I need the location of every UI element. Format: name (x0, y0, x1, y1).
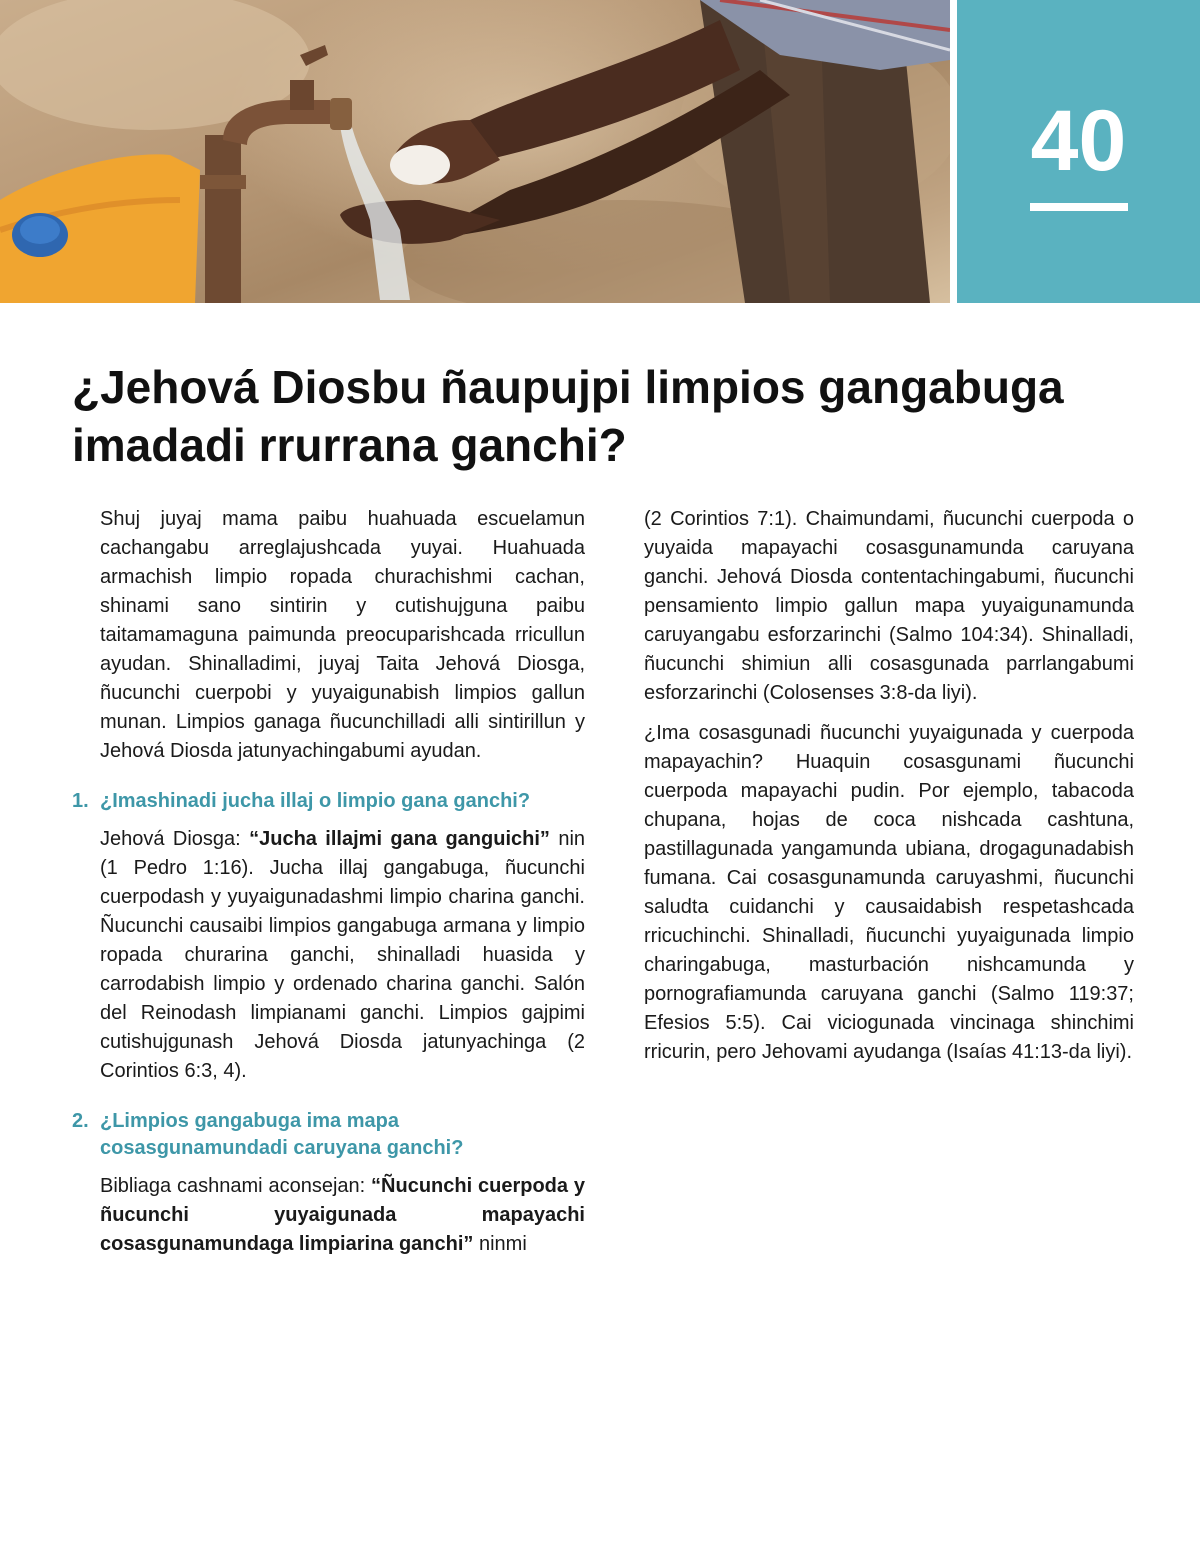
chapter-number-underline (1030, 203, 1128, 211)
section-2-paragraph-continued: (2 Corintios 7:1). Chaimundami, ñucunchi cuerpoda o yuyaida mapayachi cosasgunamunda caruyana ganchi. Jehová Diosda contentachingabumi, ñucunchi pensamiento limpio gallun mapa yuyaigunamunda caruyangabu esforzarinchi (Salmo 104:34). Shinalladi, ñucunchi shimiun alli cosasgunada parrlangabumi esforzarinchi (Colosenses 3:8-da liyi). (644, 508, 1134, 704)
section-1-body: nin (1 Pedro 1:16). Jucha illaj gangabuga, ñucunchi cuerpodash y yuyaigunadashmi limpio charina ganchi. Ñucunchi causaibi limpios gangabuga armana y limpio ropada churarina ganchi, shinalladi huasida y carrodabish limpio y ordenado charina ganchi. Salón del Reinodash limpianami ganchi. Limpios gajpimi cutishujgunash Jehová Diosda jatunyachinga (2 Corintios 6:3, 4). (100, 828, 586, 1082)
left-column (72, 505, 585, 1270)
section-1-heading (72, 788, 585, 815)
section-2-heading-text: ¿Limpios gangabuga ima mapa cosasgunamundadi caruyana ganchi? (100, 1110, 464, 1159)
section-2-paragraph-2: ¿Ima cosasgunadi ñucunchi yuyaigunada y cuerpoda mapayachin? Huaquin cosasgunami ñucunchi cuerpoda mapayachi pudin. Por ejemplo, tabacoda chupana, hojas de coca nishcada cashtuna, pastillagunada yangamunda ubiana, drogagunadabish fumana. Cai cosasgunamunda caruyashmi, ñucunchi saludta cuidanchi y causaidabish respetashcada rricuchinchi. Shinalladi, ñucunchi yuyaigunada limpio charingabuga, masturbación nishcamunda y pornografiamunda caruyana ganchi (Salmo 119:37; Efesios 5:5). Cai viciogunada vincinaga shinchimi rricurin, pero Jehovami ayudanga (Isaías 41:13-da liyi). (644, 722, 1134, 1063)
section-1-quote: “Jucha illajmi gana ganguichi” (249, 828, 550, 850)
chapter-number-box (957, 0, 1200, 303)
right-column (644, 505, 1134, 1078)
section-2-number: 2. (72, 1110, 89, 1132)
section-1-number: 1. (72, 790, 89, 812)
section-2-body-start: ninmi (473, 1233, 527, 1255)
page-title: ¿Jehová Diosbu ñaupujpi limpios gangabuga imadadi rrurrana ganchi? (72, 361, 1064, 471)
section-1-paragraph (72, 825, 585, 1086)
section-1-heading-text: ¿Imashinadi jucha illaj o limpio gana ganchi? (100, 790, 531, 812)
section-1-lead: Jehová Diosga: (100, 828, 250, 850)
section-2-lead: Bibliaga cashnami aconsejan: (100, 1175, 372, 1197)
section-2-heading (72, 1108, 585, 1162)
section-2-quote: “Ñucunchi cuerpoda y ñucunchi yuyaigunada mapayachi cosasgunamundaga limpiarina ganchi” (100, 1175, 585, 1255)
section-2-paragraph (72, 1172, 585, 1259)
hand-washing-photo-icon (0, 0, 950, 303)
intro-paragraph: Shuj juyaj mama paibu huahuada escuelamun cachangabu arreglajushcada yuyai. Huahuada armachish limpio ropada churachishmi cachan, shinami sano sintirin y cutishujguna paibu taitamamaguna paimunda preocuparishcada rricullun ayudan. Shinalladimi, juyaj Taita Jehová Diosga, ñucunchi cuerpobi y yuyaigunabish limpios gallun munan. Limpios ganaga ñucunchilladi alli sintirillun y Jehová Diosda jatunyachingabumi ayudan. (100, 508, 585, 762)
chapter-number: 40 (1030, 93, 1127, 189)
hero-photo (0, 0, 950, 303)
